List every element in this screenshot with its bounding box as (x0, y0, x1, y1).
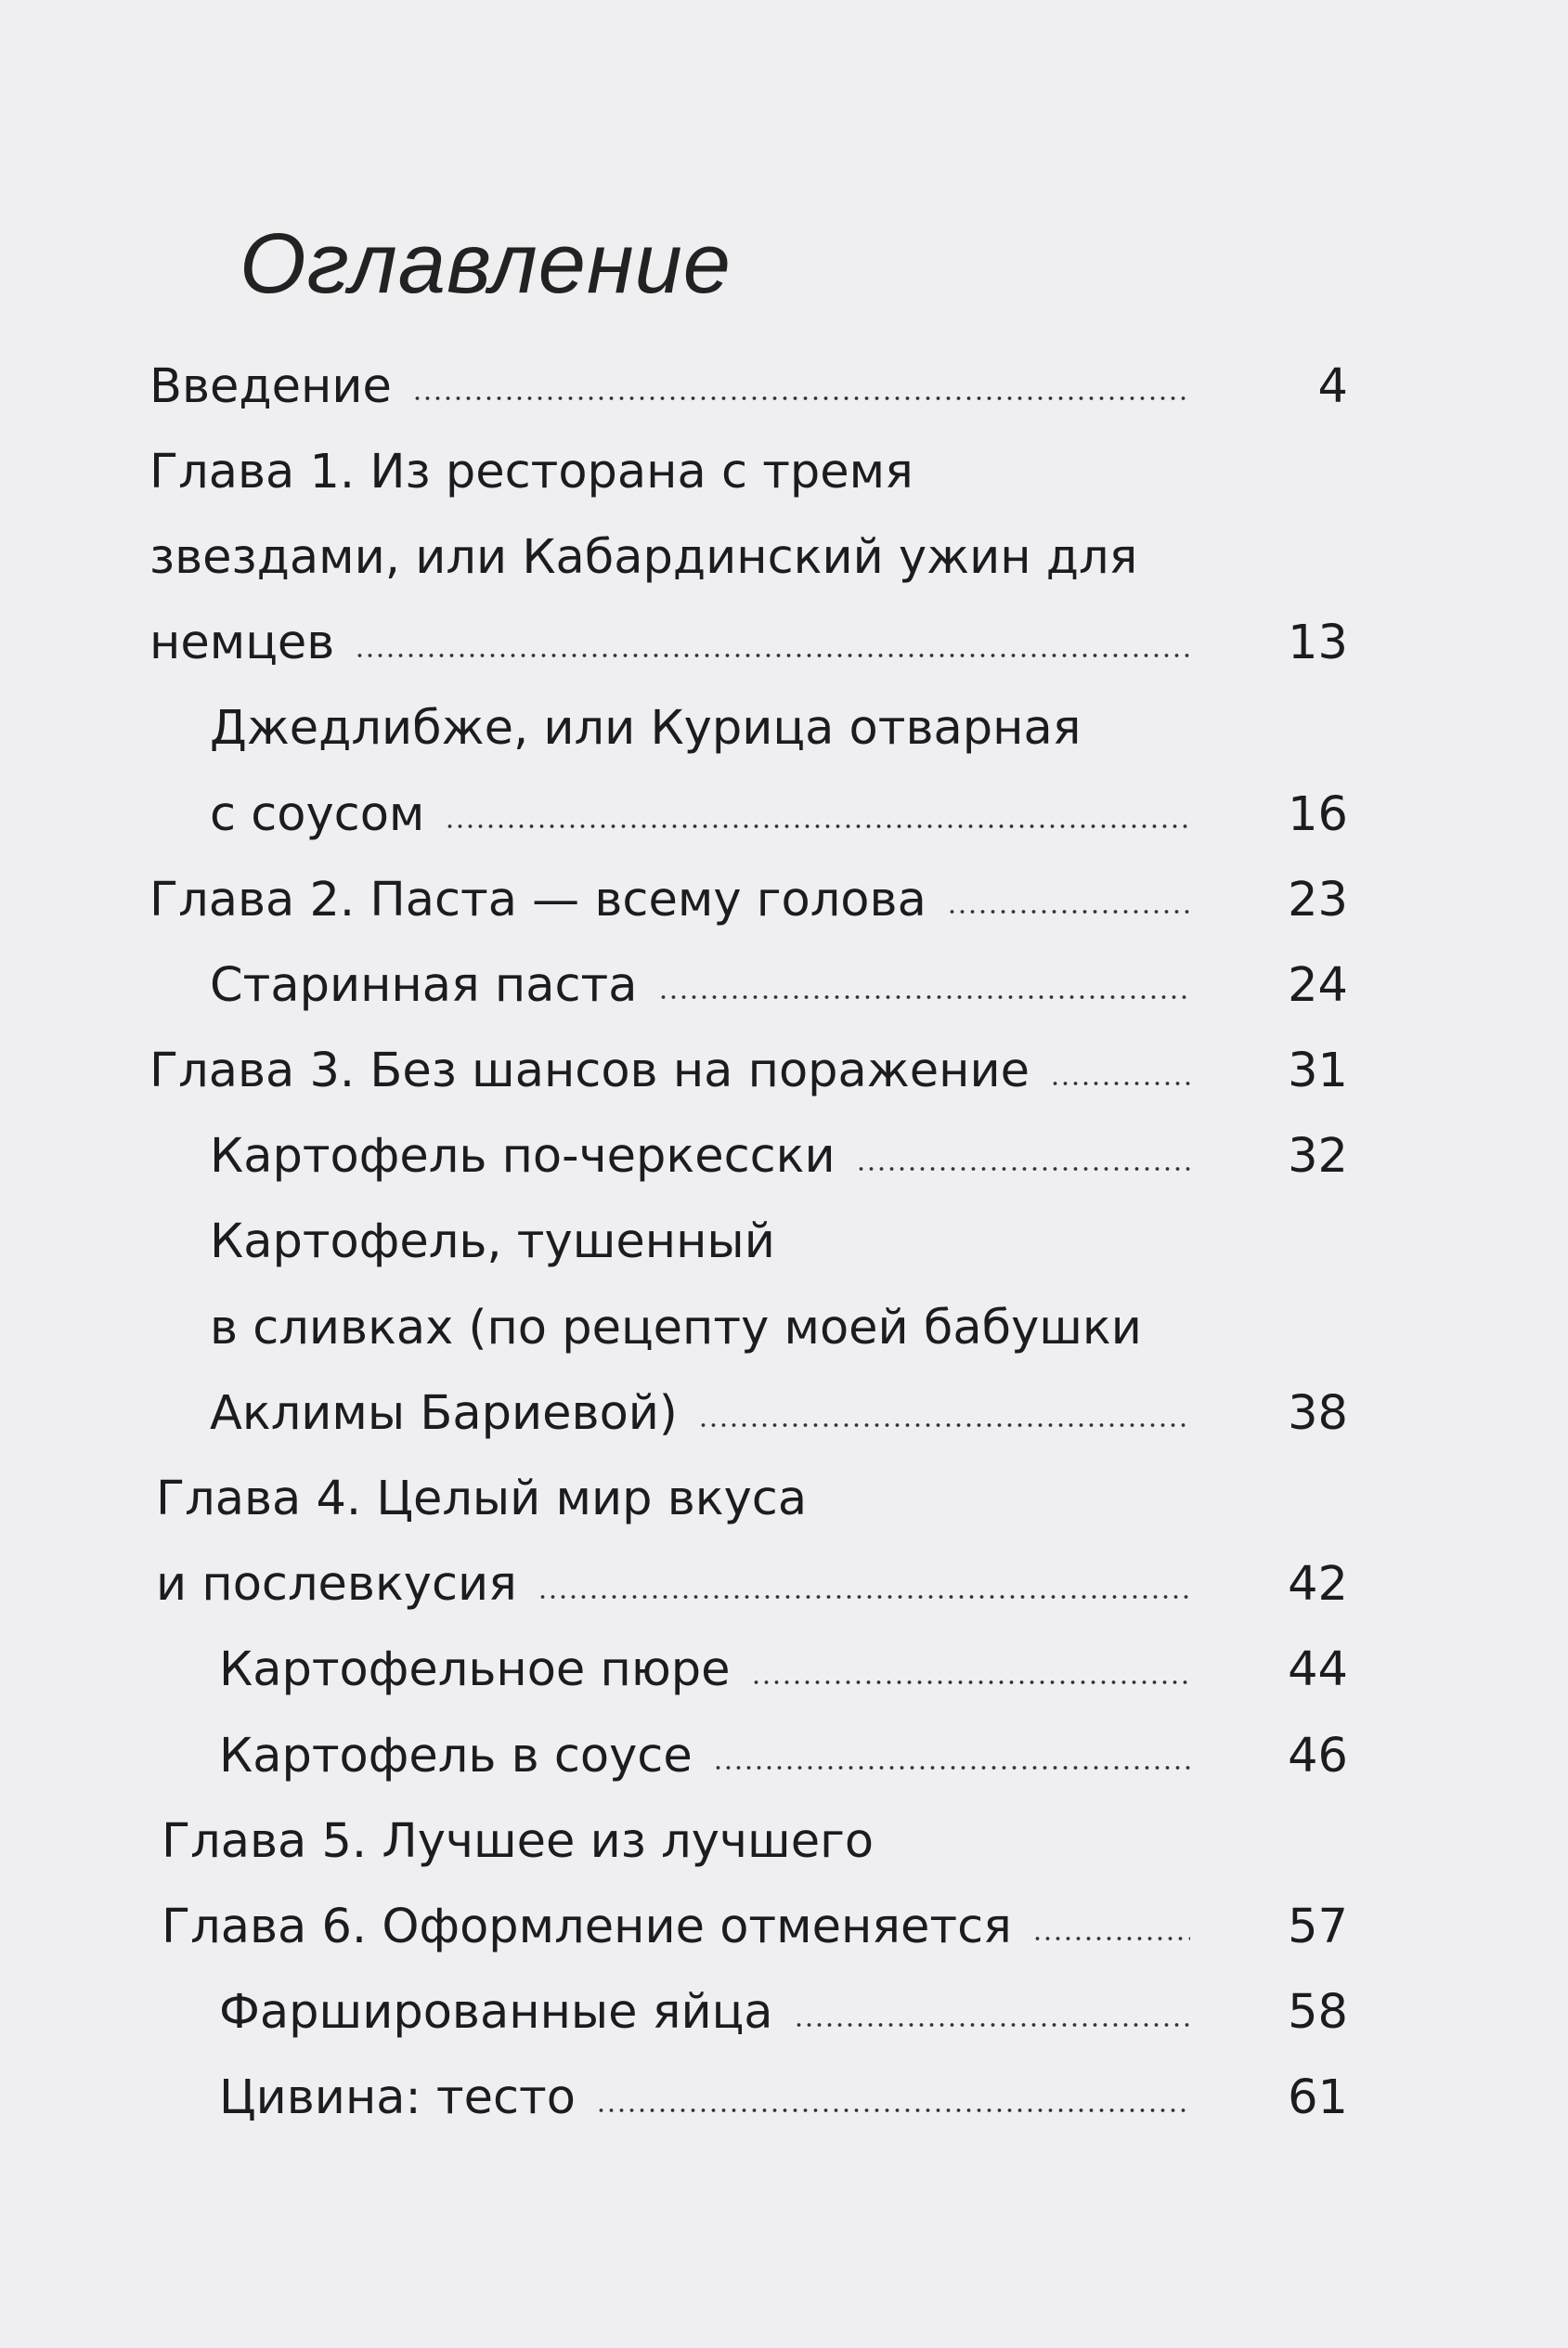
toc-entry (0, 2056, 1568, 2141)
toc-page-number: 38 (1288, 1385, 1348, 1441)
dot-leader (856, 1164, 1190, 1174)
toc-entry (0, 1798, 1568, 1884)
toc-entry (0, 514, 1568, 600)
toc-entry-text: Старинная паста (210, 957, 638, 1013)
toc-entry (0, 1029, 1568, 1114)
toc-page-number: 31 (1288, 1044, 1348, 1099)
toc-entry (0, 772, 1568, 857)
toc-page-number: 44 (1288, 1642, 1348, 1698)
toc-entry (0, 1114, 1568, 1200)
toc-entry (0, 1456, 1568, 1541)
toc-entry-text: Глава 4. Целый мир вкуса (156, 1472, 808, 1527)
toc-entry-text: немцев (149, 616, 335, 671)
toc-page-number: 23 (1288, 872, 1348, 928)
toc-entry-text: в сливках (по рецепту моей бабушки (210, 1300, 1142, 1356)
toc-entry-text: Глава 6. Оформление отменяется (162, 1899, 1012, 1954)
toc-entry (0, 1970, 1568, 2056)
toc-page-number: 13 (1288, 616, 1348, 671)
dot-leader (658, 992, 1190, 1002)
toc-entry-text: звездами, или Кабардинский ужин для (149, 529, 1138, 585)
dot-leader (751, 1678, 1190, 1687)
toc-entry-text: и послевкусия (156, 1557, 517, 1613)
toc-entry (0, 942, 1568, 1028)
toc-entry (0, 1370, 1568, 1456)
toc-entry-text: Картофель в соусе (219, 1728, 693, 1784)
toc-entry-text: Фаршированные яйца (219, 1985, 773, 2041)
dot-leader (794, 2020, 1190, 2030)
dot-leader (412, 394, 1190, 403)
toc-page-number: 46 (1288, 1728, 1348, 1784)
toc-entry-text: Аклимы Бариевой) (210, 1385, 678, 1441)
toc-entry-text: Глава 5. Лучшее из лучшего (162, 1813, 875, 1869)
toc-entry-text: Цивина: тесто (219, 2070, 576, 2126)
toc-entry (0, 601, 1568, 686)
toc-entry-text: с соусом (210, 786, 425, 842)
toc-page-number: 4 (1317, 358, 1348, 414)
dot-leader (445, 822, 1190, 831)
toc-entry (0, 1200, 1568, 1285)
toc-entry (0, 1542, 1568, 1628)
toc-page-number: 16 (1288, 786, 1348, 842)
dot-leader (1050, 1079, 1190, 1088)
toc-entry (0, 857, 1568, 942)
toc-entry (0, 344, 1568, 429)
toc-entry (0, 686, 1568, 772)
dot-leader (355, 651, 1190, 660)
toc-entry-text: Глава 1. Из ресторана с тремя (149, 444, 914, 499)
dot-leader (1032, 1934, 1190, 1943)
toc-entry-text: Глава 2. Паста — всему голова (149, 872, 927, 928)
toc-page-number: 58 (1288, 1985, 1348, 2041)
page-title: Оглавление (240, 215, 732, 311)
toc-entry (0, 429, 1568, 514)
dot-leader (713, 1763, 1190, 1772)
toc-entry (0, 1285, 1568, 1370)
toc-entry-text: Картофель, тушенный (210, 1214, 775, 1270)
toc-entry (0, 1628, 1568, 1713)
toc-entry-text: Картофельное пюре (219, 1642, 731, 1698)
dot-leader (538, 1592, 1190, 1602)
toc-entry-text: Глава 3. Без шансов на поражение (149, 1044, 1030, 1099)
toc-page-number: 42 (1288, 1557, 1348, 1613)
toc-entry-text: Картофель по-черкесски (210, 1129, 836, 1185)
toc-page-number: 32 (1288, 1129, 1348, 1185)
toc-page-number: 61 (1288, 2070, 1348, 2126)
toc-page-number: 24 (1288, 957, 1348, 1013)
toc-page-number: 57 (1288, 1899, 1348, 1954)
toc-entry-text: Джедлибже, или Курица отварная (210, 701, 1082, 757)
toc-entry-text: Введение (149, 358, 392, 414)
dot-leader (698, 1420, 1190, 1430)
dot-leader (947, 907, 1190, 916)
toc-entry (0, 1713, 1568, 1798)
toc-entry (0, 1884, 1568, 1969)
dot-leader (596, 2106, 1190, 2115)
table-of-contents (0, 344, 1568, 2141)
